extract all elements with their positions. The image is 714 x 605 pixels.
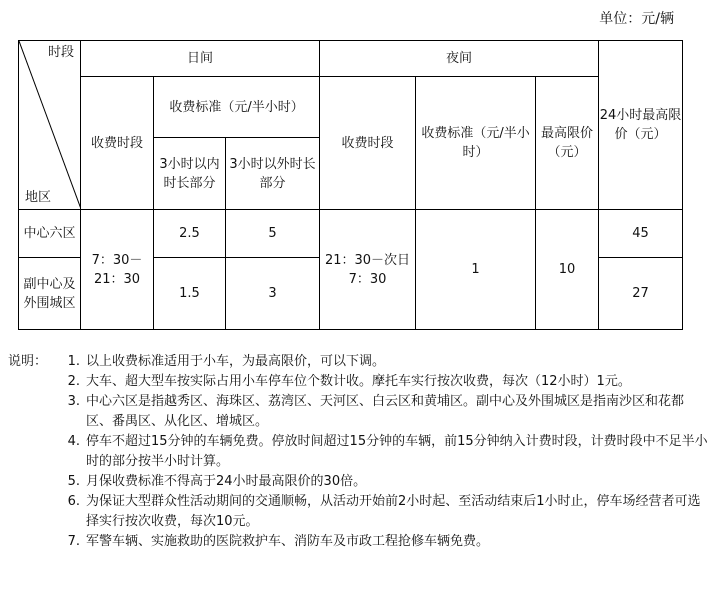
note-text: 停车不超过15分钟的车辆免费。停放时间超过15分钟的车辆，前15分钟纳入计费时段，计费时段中不足半小时的部分按半小时计算。 xyxy=(86,434,708,469)
within-rate: 1.5 xyxy=(154,258,226,330)
parking-fee-table xyxy=(18,40,683,330)
note-item xyxy=(8,352,708,372)
note-text: 军警车辆、实施救助的医院救护车、消防车及市政工程抢修车辆免费。 xyxy=(86,534,490,549)
diagonal-line xyxy=(19,41,81,209)
night-period-header: 收费时段 xyxy=(320,77,416,210)
night-max-header: 最高限价（元） xyxy=(536,77,599,210)
unit-label: 单位：元/辆 xyxy=(599,11,674,27)
note-text: 为保证大型群众性活动期间的交通顺畅，从活动开始前2小时起、至活动结束后1小时止，停车场经营者可选择实行按次收费，每次10元。 xyxy=(86,494,701,529)
notes-lead: 说明： xyxy=(8,354,48,369)
note-text: 中心六区是指越秀区、海珠区、荔湾区、天河区、白云区和黄埔区。副中心及外围城区是指南沙区和花都区、番禺区、从化区、增城区。 xyxy=(86,394,685,429)
max24-value: 45 xyxy=(599,210,683,258)
within-rate: 2.5 xyxy=(154,210,226,258)
beyond-rate: 5 xyxy=(226,210,320,258)
corner-region-label: 地区 xyxy=(25,190,52,205)
note-text: 月保收费标准不得高于24小时最高限价的30倍。 xyxy=(86,474,367,489)
max24-header: 24小时最高限价（元） xyxy=(599,41,683,210)
note-item xyxy=(8,532,708,552)
note-item xyxy=(8,392,708,432)
night-max-value: 10 xyxy=(536,210,599,330)
corner-cell xyxy=(19,41,81,210)
note-number: 2. xyxy=(67,374,80,389)
beyond-rate: 3 xyxy=(226,258,320,330)
note-number: 3. xyxy=(67,394,80,409)
note-number: 4. xyxy=(67,434,80,449)
notes-section xyxy=(8,352,708,552)
note-item xyxy=(8,432,708,472)
max24-value: 27 xyxy=(599,258,683,330)
note-number: 5. xyxy=(67,474,80,489)
day-period-value: 7：30－21：30 xyxy=(81,210,154,330)
day-period-header: 收费时段 xyxy=(81,77,154,210)
note-item xyxy=(8,472,708,492)
region-cell: 中心六区 xyxy=(19,210,81,258)
corner-period-label: 时段 xyxy=(47,45,74,60)
note-item xyxy=(8,372,708,392)
note-text: 以上收费标准适用于小车，为最高限价，可以下调。 xyxy=(86,354,386,369)
note-text: 大车、超大型车按实际占用小车停车位个数计收。摩托车实行按次收费，每次（12小时）1元。 xyxy=(86,374,631,389)
note-number: 1. xyxy=(67,354,80,369)
note-number: 6. xyxy=(67,494,80,509)
day-rate-header: 收费标准（元/半小时） xyxy=(154,77,320,138)
beyond-3h-header: 3小时以外时长部分 xyxy=(226,138,320,210)
night-rate-value: 1 xyxy=(416,210,536,330)
day-header: 日间 xyxy=(81,41,320,77)
night-header: 夜间 xyxy=(320,41,599,77)
night-period-value: 21：30－次日7：30 xyxy=(320,210,416,330)
note-item xyxy=(8,492,708,532)
night-rate-header: 收费标准（元/半小时） xyxy=(416,77,536,210)
note-number: 7. xyxy=(67,534,80,549)
region-cell: 副中心及外围城区 xyxy=(19,258,81,330)
within-3h-header: 3小时以内时长部分 xyxy=(154,138,226,210)
